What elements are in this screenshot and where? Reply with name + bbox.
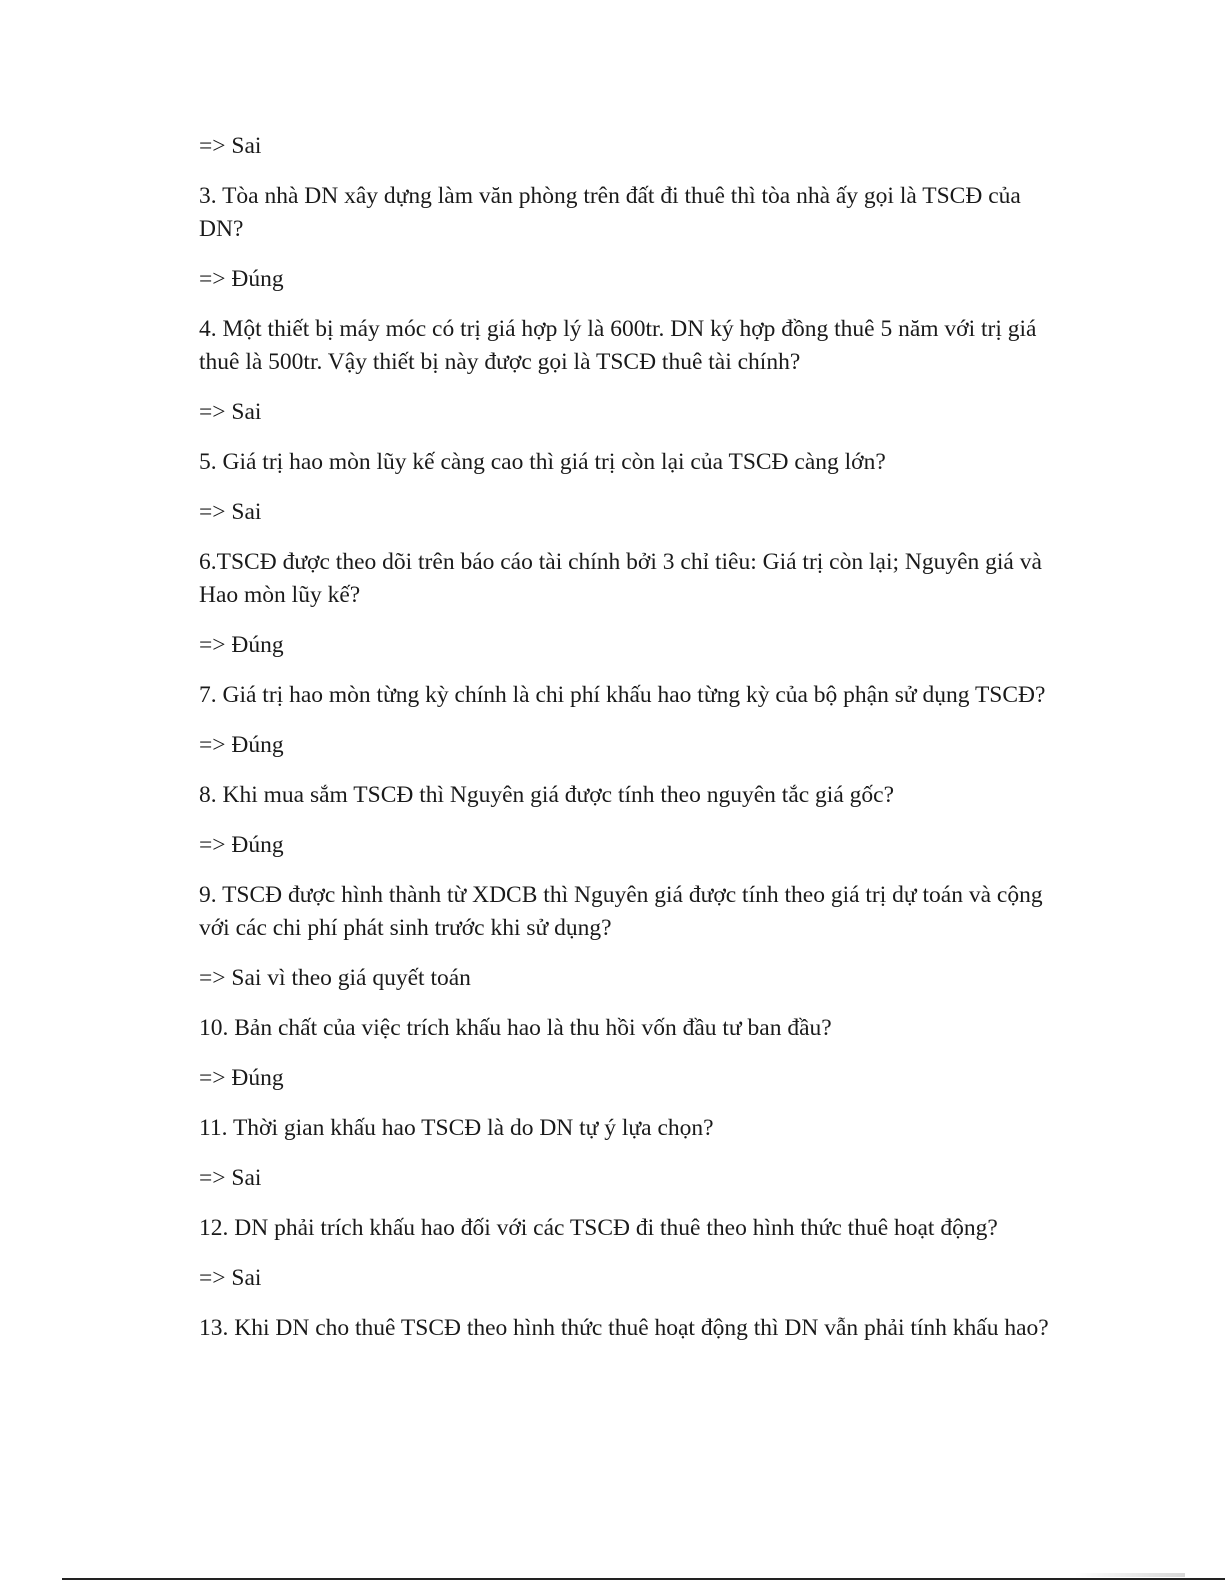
question-paragraph: 11. Thời gian khấu hao TSCĐ là do DN tự ý lựa chọn? bbox=[199, 1115, 714, 1141]
question-paragraph: 6.TSCĐ được theo dõi trên báo cáo tài chính bởi 3 chỉ tiêu: Giá trị còn lại; Nguyên giá và Hao mòn lũy kế? bbox=[199, 549, 1042, 608]
question-paragraph: 13. Khi DN cho thuê TSCĐ theo hình thức thuê hoạt động thì DN vẫn phải tính khấu hao? bbox=[199, 1315, 1049, 1341]
question-paragraph: 3. Tòa nhà DN xây dựng làm văn phòng trên đất đi thuê thì tòa nhà ấy gọi là TSCĐ của DN? bbox=[199, 183, 1021, 242]
answer-paragraph: => Đúng bbox=[199, 632, 284, 658]
question-paragraph: 8. Khi mua sắm TSCĐ thì Nguyên giá được tính theo nguyên tắc giá gốc? bbox=[199, 782, 895, 808]
question-paragraph: 12. DN phải trích khấu hao đối với các TSCĐ đi thuê theo hình thức thuê hoạt động? bbox=[199, 1215, 998, 1241]
answer-paragraph: => Đúng bbox=[199, 1065, 284, 1091]
page-bottom-rule bbox=[62, 1578, 1225, 1580]
answer-paragraph: => Sai bbox=[199, 1265, 262, 1291]
answer-paragraph: => Đúng bbox=[199, 266, 284, 292]
footer-smudge bbox=[1075, 1573, 1185, 1577]
question-paragraph: 4. Một thiết bị máy móc có trị giá hợp lý là 600tr. DN ký hợp đồng thuê 5 năm với trị giá thuê là 500tr. Vậy thiết bị này được gọi là TSCĐ thuê tài chính? bbox=[199, 316, 1037, 375]
answer-paragraph: => Sai bbox=[199, 499, 262, 525]
document-body bbox=[199, 130, 1049, 1362]
answer-paragraph: => Đúng bbox=[199, 832, 284, 858]
question-paragraph: 9. TSCĐ được hình thành từ XDCB thì Nguyên giá được tính theo giá trị dự toán và cộng với các chi phí phát sinh trước khi sử dụng? bbox=[199, 882, 1043, 941]
question-paragraph: 7. Giá trị hao mòn từng kỳ chính là chi phí khấu hao từng kỳ của bộ phận sử dụng TSCĐ? bbox=[199, 682, 1046, 708]
answer-paragraph: => Sai bbox=[199, 1165, 262, 1191]
answer-paragraph: => Sai bbox=[199, 133, 262, 159]
answer-paragraph: => Đúng bbox=[199, 732, 284, 758]
question-paragraph: 10. Bản chất của việc trích khấu hao là thu hồi vốn đầu tư ban đầu? bbox=[199, 1015, 832, 1041]
answer-paragraph: => Sai bbox=[199, 399, 262, 425]
question-paragraph: 5. Giá trị hao mòn lũy kế càng cao thì giá trị còn lại của TSCĐ càng lớn? bbox=[199, 449, 886, 475]
answer-paragraph: => Sai vì theo giá quyết toán bbox=[199, 965, 471, 991]
